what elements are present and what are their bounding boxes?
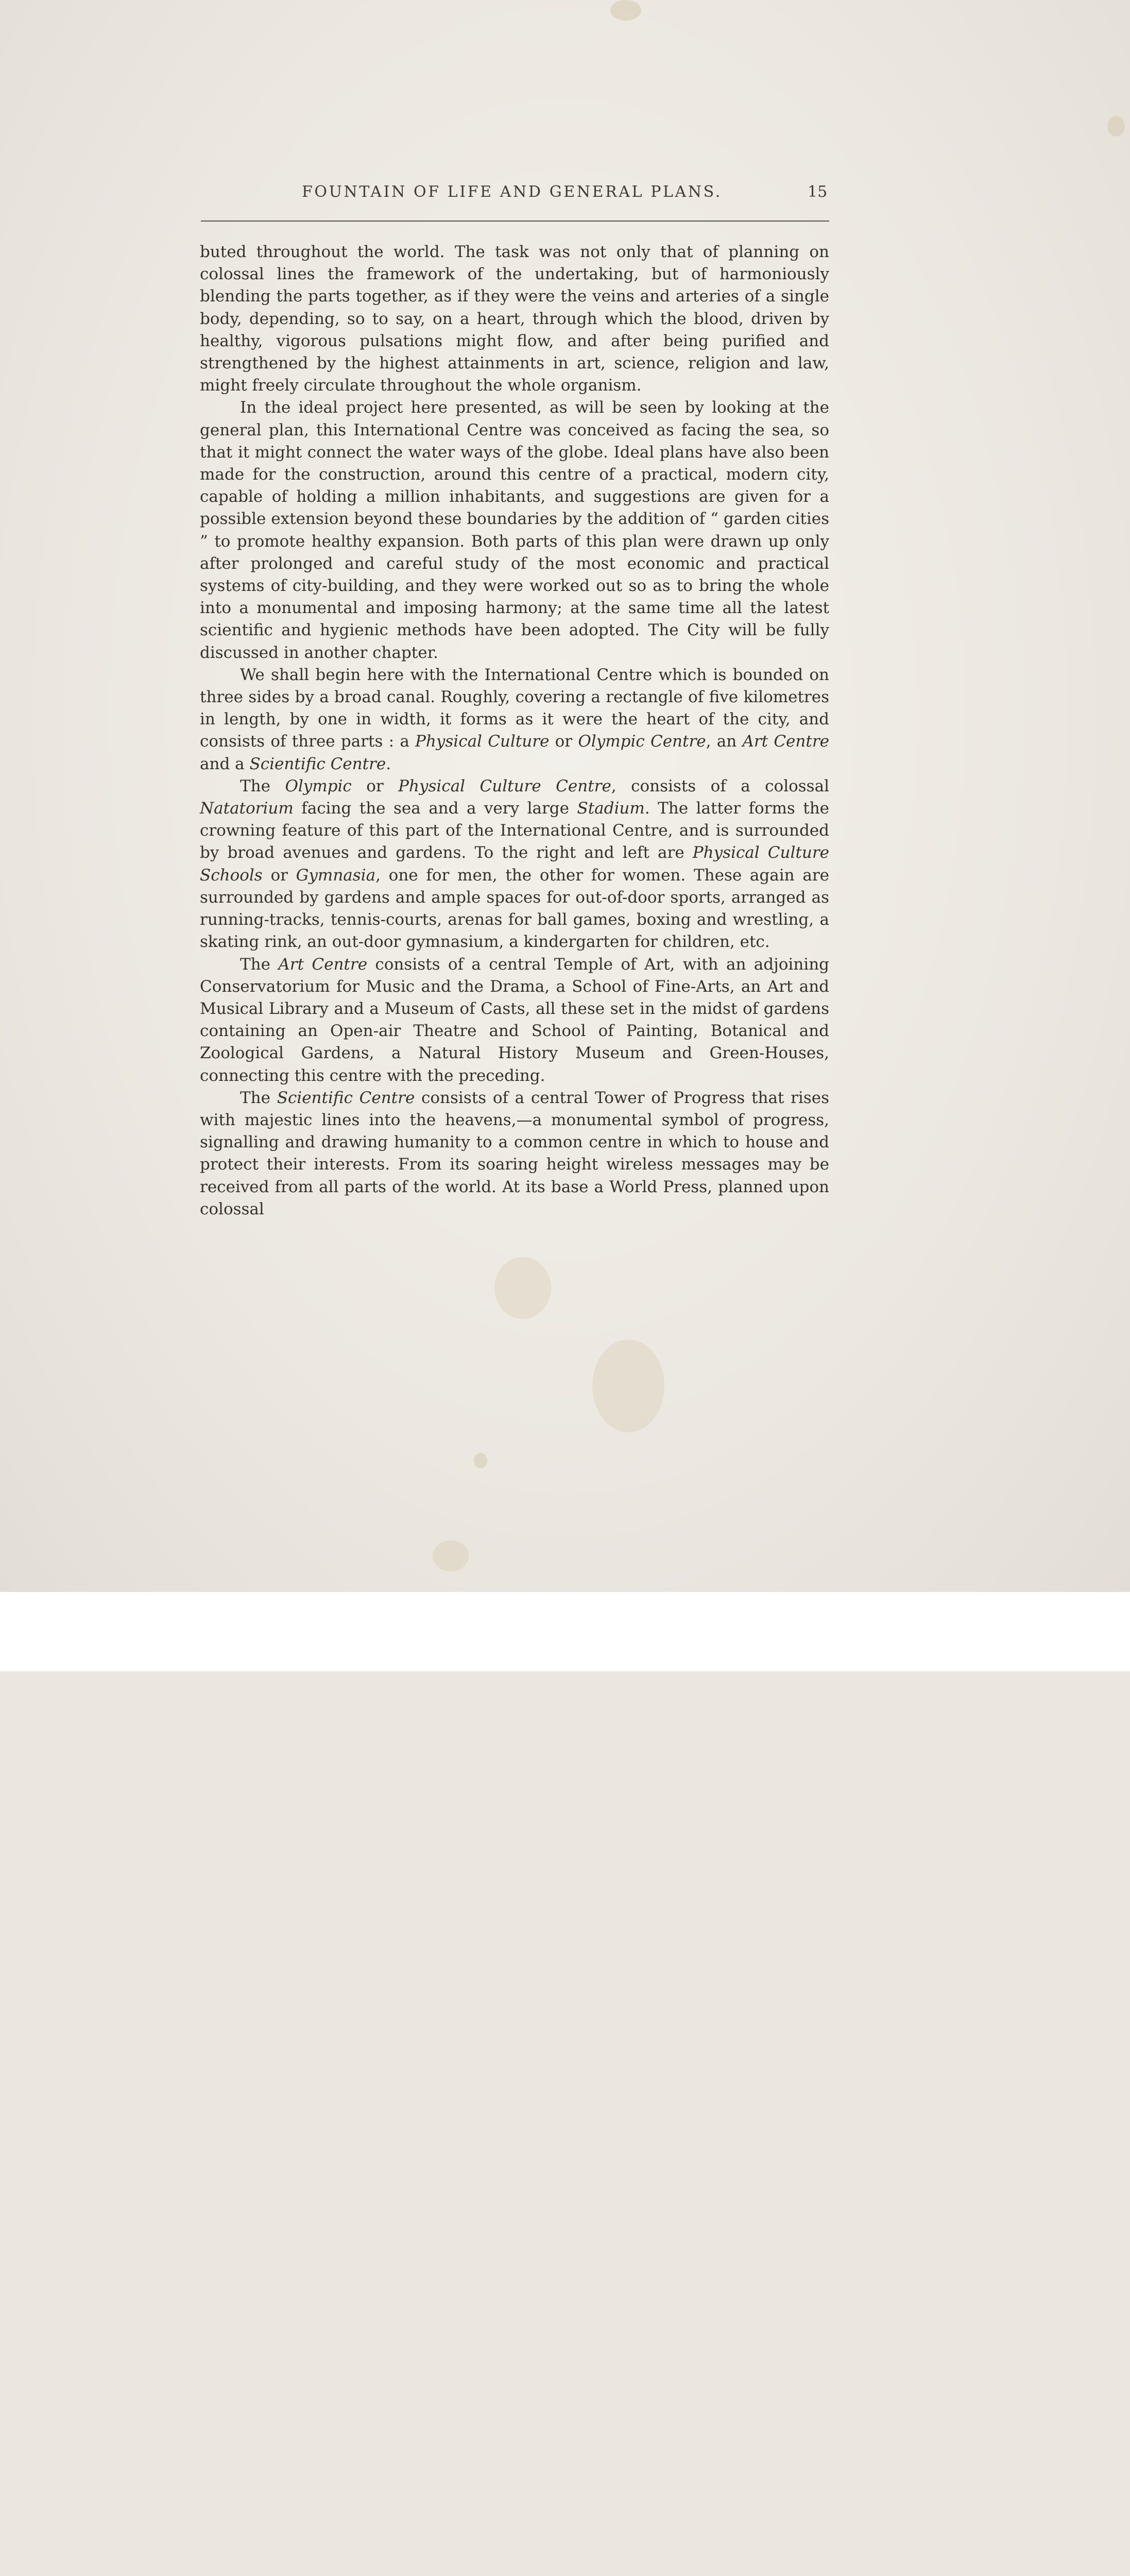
- text-run: , an: [706, 732, 743, 751]
- paper-stain: [592, 1340, 664, 1432]
- text-run: , consists of a colossal: [611, 776, 829, 795]
- italic-text: Physical Culture Centre: [398, 776, 611, 795]
- text-run: or: [351, 776, 399, 795]
- text-run: , one for men, the other for women. These again are surrounded by gardens and ample spaces for out-of-door sports, arranged as running-tracks, tennis-courts, arenas for ball games, boxing and wrestling, a skating rink, an out-door gymnasium, a kindergarten for children, etc.: [200, 866, 829, 952]
- paragraph: [200, 664, 829, 775]
- text-run: or: [262, 866, 296, 885]
- italic-text: Olympic: [285, 776, 352, 795]
- paragraph: [200, 775, 829, 954]
- paper-stain: [610, 0, 641, 21]
- paper-stain: [433, 1540, 469, 1571]
- text-run: consists of a central Tower of Progress that rises with majestic lines into the heavens,—a monumental symbol of progress, signalling and drawing humanity to a common centre in which to house and protect their interests. From its soaring height wireless messages may be received from all parts of the world. At its base a World Press, planned upon colossal: [200, 1088, 829, 1218]
- page-number: 15: [808, 183, 828, 201]
- italic-text: Stadium: [577, 799, 645, 818]
- italic-text: Art Centre: [742, 732, 829, 751]
- paper-stain: [474, 1453, 487, 1468]
- text-run: The: [240, 955, 279, 974]
- body-text: [200, 241, 829, 1221]
- italic-text: Physical Culture Schools: [200, 843, 829, 885]
- italic-text: Physical Culture: [415, 732, 550, 751]
- text-run: The: [240, 776, 285, 795]
- paragraph: [200, 954, 829, 1087]
- text-run: buted throughout the world. The task was not only that of planning on colossal lines the framework of the undertaking, but of harmoniously blending the parts together, as if they were the veins and arteries of a single body, depending, so to say, on a heart, through which the blood, driven by healthy, vigorous pulsations might flow, and after being purified and strengthened by the highest attainments in art, science, religion and law, might freely circulate throughout the whole organism.: [200, 243, 829, 395]
- text-run: and a: [200, 754, 250, 773]
- paper-stain: [1107, 116, 1125, 137]
- italic-text: Scientific Centre: [277, 1088, 415, 1107]
- text-run: .: [386, 754, 391, 773]
- paper-stain: [494, 1257, 551, 1319]
- italic-text: Scientific Centre: [249, 754, 386, 773]
- text-run: In the ideal project here presented, as will be seen by looking at the general plan, this International Centre was conceived as facing the sea, so that it might connect the water ways of the globe. Ideal plans have also been made for the construction, around this centre of a practical, modern city, capable of holding a million inhabitants, and suggestions are given for a possible extension beyond these boundaries by the addition of “ garden cities ” to promote healthy expansion. Both parts of this plan were drawn up only after prolonged and careful study of the most economic and practical systems of city-building, and they were worked out so as to bring the whole into a monumental and imposing harmony; at the same time all the latest scientific and hygienic methods have been adopted. The City will be fully discussed in another chapter.: [200, 398, 829, 662]
- header-rule: [201, 221, 829, 222]
- paragraph: [200, 241, 829, 397]
- italic-text: Gymnasia: [296, 866, 376, 885]
- paragraph: [200, 1087, 829, 1221]
- text-run: The: [240, 1088, 277, 1107]
- text-run: . The latter forms the crowning feature of this part of the International Centre, and is surrounded by broad avenues and gardens. To the right and left are: [200, 799, 830, 862]
- text-run: facing the sea and a very large: [293, 799, 577, 818]
- italic-text: Art Centre: [278, 955, 368, 974]
- digitization-footer: [0, 1592, 1130, 1671]
- paragraph: [200, 397, 829, 664]
- italic-text: Olympic Centre: [578, 732, 706, 751]
- text-run: or: [549, 732, 578, 751]
- text-run: consists of a central Temple of Art, with an adjoining Conservatorium for Music and the Drama, a School of Fine-Arts, an Art and Musical Library and a Museum of Casts, all these set in the midst of gardens containing an Open-air Theatre and School of Painting, Botanical and Zoological Gardens, a Natural History Museum and Green-Houses, connecting this centre with the preceding.: [200, 955, 830, 1085]
- text-run: We shall begin here with the International Centre which is bounded on three sides by a broad canal. Roughly, covering a rectangle of five kilometres in length, by one in width, it forms as it were the heart of the city, and consists of three parts : a: [200, 665, 829, 751]
- running-head: FOUNTAIN OF LIFE AND GENERAL PLANS.: [302, 183, 722, 201]
- italic-text: Natatorium: [200, 799, 294, 818]
